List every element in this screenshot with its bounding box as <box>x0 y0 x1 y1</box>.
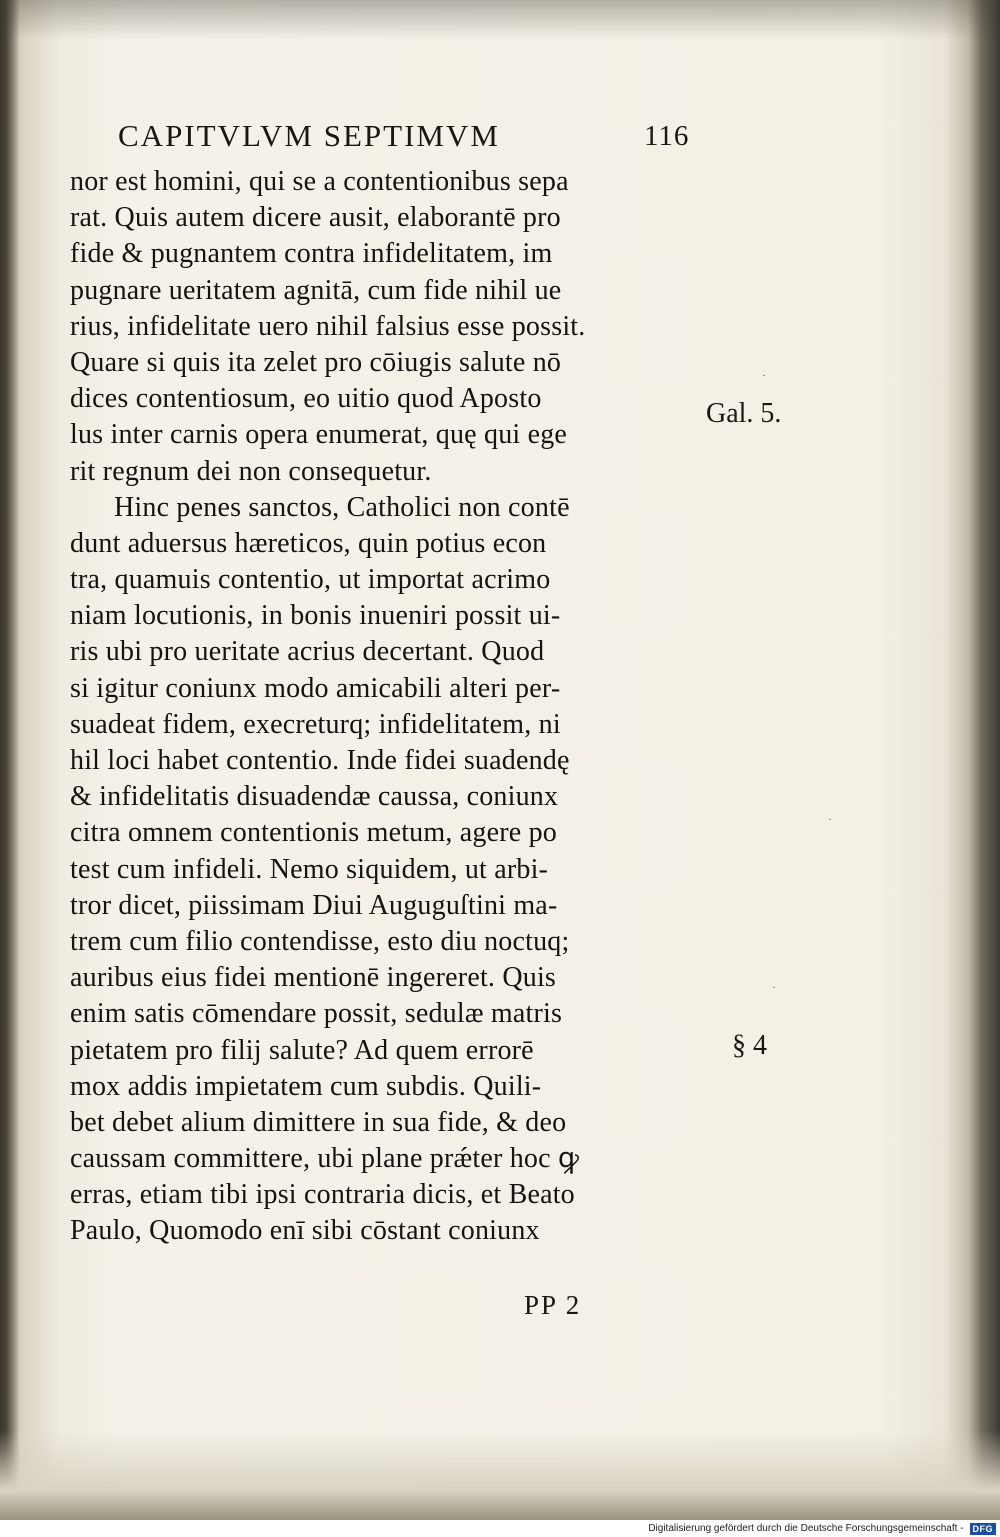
funding-credit: Digitalisierung gefördert durch die Deutsche Forschungsgemeinschaft - <box>648 1523 964 1534</box>
digitization-footer <box>0 1520 1000 1537</box>
text-line: citra omnem contentionis metum, agere po <box>70 817 557 849</box>
text-line: enim satis cōmendare possit, sedulæ matris <box>70 998 563 1030</box>
text-line: suadeat fidem, execreturq; infidelitatem, ni <box>70 708 561 740</box>
page-header <box>70 118 710 164</box>
text-line: rit regnum dei non consequetur. <box>70 455 432 487</box>
text-line: Hinc penes sanctos, Catholici non contē <box>114 491 570 523</box>
page-bottom-edge <box>0 1430 1000 1520</box>
text-line: trem cum filio contendisse, esto diu noctuq; <box>70 925 570 957</box>
text-line: hil loci habet contentio. Inde fidei suadendę <box>70 745 570 776</box>
margin-note-galatians: Gal. 5. <box>706 398 782 429</box>
text-line: rius, infidelitate uero nihil falsius esse possit. <box>70 310 586 342</box>
text-line: dices contentiosum, eo uitio quod Aposto <box>70 383 542 415</box>
text-line: dunt aduersus hæreticos, quin potius econ <box>70 527 547 559</box>
text-line: erras, etiam tibi ipsi contraria dicis, et Beato <box>70 1179 575 1211</box>
text-line: nor est homini, qui se a contentionibus sepa <box>70 166 569 197</box>
text-line: fide & pugnantem contra infidelitatem, im <box>70 238 553 270</box>
text-line: test cum infideli. Nemo siquidem, ut arbi- <box>70 853 549 885</box>
text-line: si igitur coniunx modo amicabili alteri per- <box>70 672 561 704</box>
page-top-shadow <box>0 0 1000 40</box>
ink-speck: · <box>772 980 776 994</box>
text-line: rat. Quis autem dicere ausit, elaborantē pro <box>70 202 561 234</box>
ink-speck: · <box>828 812 832 826</box>
running-head: CAPITVLVM SEPTIMVM <box>118 118 500 153</box>
text-line: ris ubi pro ueritate acrius decertant. Quod <box>70 636 545 668</box>
text-line: & infidelitatis disuadendæ caussa, coniunx <box>70 781 559 813</box>
ink-speck: · <box>762 368 766 382</box>
text-block <box>70 118 710 1250</box>
text-line: bet debet alium dimittere in sua fide, & deo <box>70 1106 567 1138</box>
dfg-logo: DFG <box>970 1523 997 1535</box>
text-line: tra, quamuis contentio, ut importat acrimo <box>70 564 551 596</box>
text-line: mox addis impietatem cum subdis. Quili- <box>70 1070 542 1102</box>
page-number: 116 <box>644 120 690 152</box>
text-line: niam locutionis, in bonis inueniri possit ui- <box>70 600 561 632</box>
text-line: Paulo, Quomodo enī sibi cōstant coniunx <box>70 1215 540 1247</box>
text-line: tror dicet, piissimam Diui Auguguſtini ma- <box>70 889 558 921</box>
text-line: caussam committere, ubi plane prǽter hoc ꝙ <box>70 1143 580 1175</box>
text-line: auribus eius fidei mentionē ingereret. Quis <box>70 962 557 994</box>
margin-note-section: § 4 <box>732 1030 767 1061</box>
text-line: pietatem pro filij salute? Ad quem errorē <box>70 1034 534 1066</box>
text-line: lus inter carnis opera enumerat, quę qui ege <box>70 419 568 451</box>
text-line: pugnare ueritatem agnitā, cum fide nihil ue <box>70 274 562 306</box>
catchword: PP 2 <box>524 1290 582 1320</box>
text-line: Quare si quis ita zelet pro cōiugis salute nō <box>70 346 562 378</box>
